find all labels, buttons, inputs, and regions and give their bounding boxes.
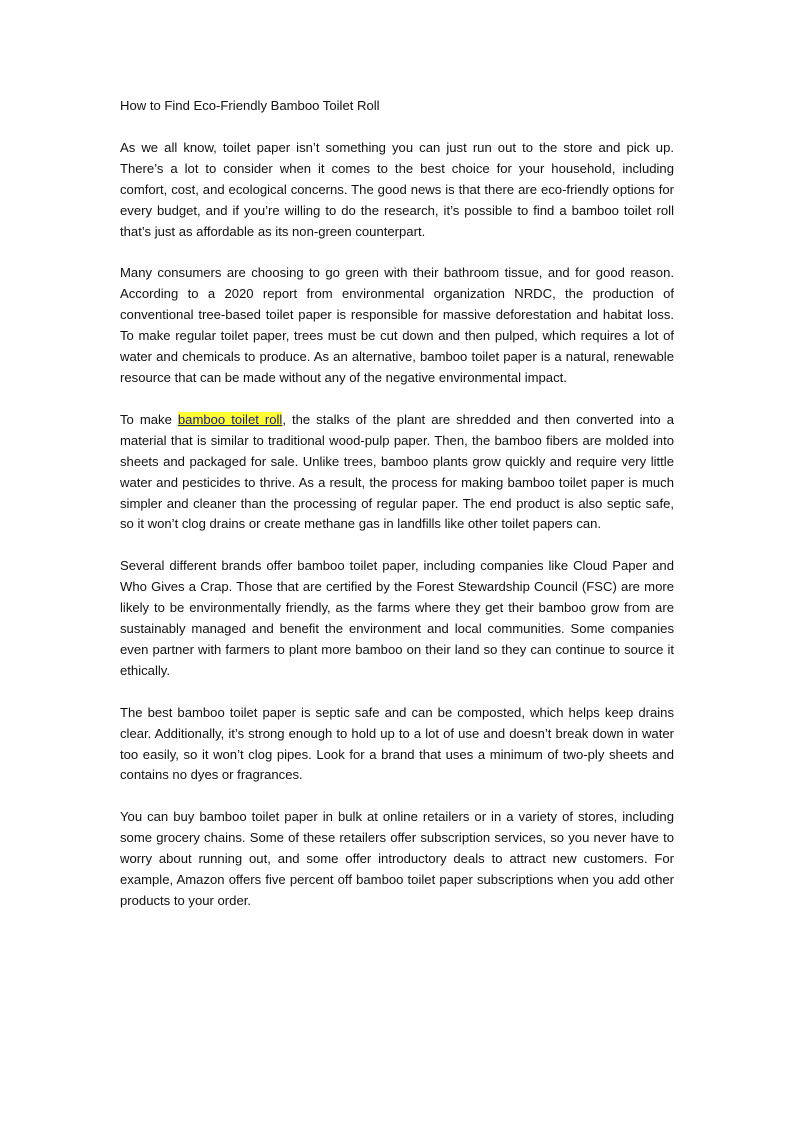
paragraph-manufacturing-lead: To make	[120, 411, 178, 427]
paragraph-where-to-buy: You can buy bamboo toilet paper in bulk at online retailers or in a variety of stores, including some grocery chains. Some of these retailers offer subscription services, so you never have to worry about running out, and some offer introductory deals to attract new customers. For example, Amazon offers five percent off bamboo toilet paper subscriptions when you add other products to your order.	[120, 809, 674, 908]
paragraph-manufacturing	[120, 410, 674, 535]
paragraph-manufacturing-rest: , the stalks of the plant are shredded and then converted into a material that is similar to traditional wood-pulp paper. Then, the bamboo fibers are molded into sheets and packaged for sale. Unlike trees, bamboo plants grow quickly and require very little water and pesticides to thrive. As a result, the process for making bamboo toilet paper is much simpler and cleaner than the processing of regular paper. The end product is also septic safe, so it won’t clog drains or create methane gas in landfills like other toilet papers can.	[120, 411, 674, 532]
paragraph-intro: As we all know, toilet paper isn’t something you can just run out to the store and pick up. There’s a lot to consider when it comes to the best choice for your household, including comfort, cost, and ecological concerns. The good news is that there are eco-friendly options for every budget, and if you’re willing to do the research, it’s possible to find a bamboo toilet roll that’s just as affordable as its non-green counterpart.	[120, 139, 674, 239]
paragraph-best-paper: The best bamboo toilet paper is septic safe and can be composted, which helps keep drains clear. Additionally, it’s strong enough to hold up to a lot of use and doesn’t break down in water too easily, so it won’t clog pipes. Look for a brand that uses a minimum of two-ply sheets and contains no dyes or fragrances.	[120, 704, 674, 783]
bamboo-toilet-roll-link[interactable]: bamboo toilet roll	[177, 411, 283, 427]
paragraph-brands: Several different brands offer bamboo toilet paper, including companies like Cloud Paper and Who Gives a Crap. Those that are certified by the Forest Stewardship Council (FSC) are more likely to be environmentally friendly, as the farms where they get their bamboo grow from are sustainably managed and benefit the environment and local communities. Some companies even partner with farmers to plant more bamboo on their land so they can continue to source it ethically.	[120, 558, 674, 678]
paragraph-going-green: Many consumers are choosing to go green with their bathroom tissue, and for good reason. According to a 2020 report from environmental organization NRDC, the production of conventional tree-based toilet paper is responsible for massive deforestation and habitat loss. To make regular toilet paper, trees must be cut down and then pulped, which requires a lot of water and chemicals to produce. As an alternative, bamboo toilet paper is a natural, renewable resource that can be made without any of the negative environmental impact.	[120, 265, 674, 385]
document-title: How to Find Eco-Friendly Bamboo Toilet Roll	[120, 98, 380, 113]
document-page	[120, 96, 674, 933]
